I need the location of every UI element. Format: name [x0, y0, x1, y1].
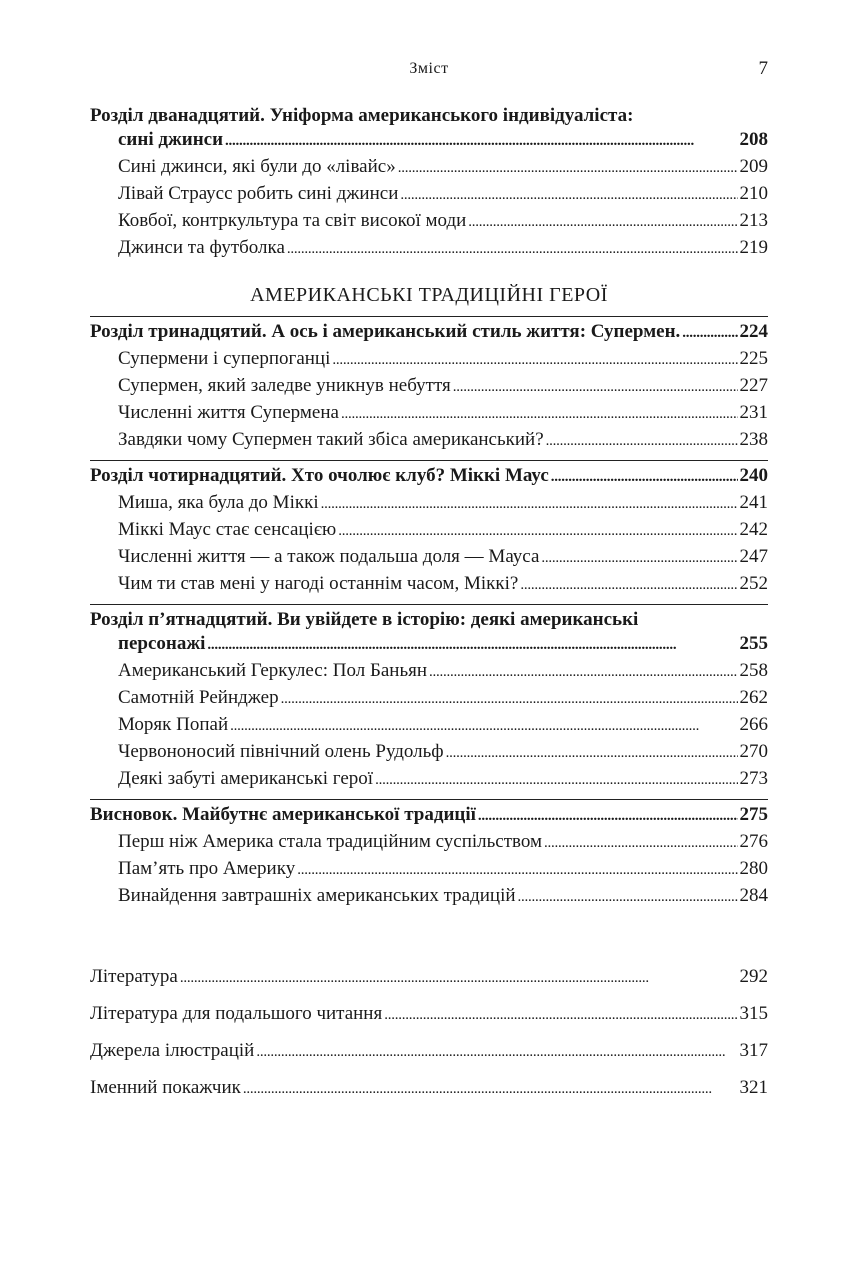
toc-item-label: Джинси та футболка [118, 237, 285, 258]
toc-item-page: 209 [739, 156, 768, 177]
chapter-12-title-cont: сині джинси [118, 129, 224, 150]
leader-dots [256, 1037, 737, 1066]
toc-item-page: 210 [739, 183, 768, 204]
backmatter-page: 321 [739, 1077, 768, 1098]
conclusion-entry [90, 803, 768, 830]
backmatter-page: 292 [739, 966, 768, 987]
toc-item-label: Завдяки чому Супермен такий збіса американський? [118, 429, 544, 450]
toc-item-page: 258 [739, 660, 768, 681]
leader-dots [375, 767, 737, 792]
leader-dots [544, 830, 737, 855]
leader-dots [446, 740, 738, 765]
toc-item-page: 241 [739, 492, 768, 513]
toc-item-label: Самотній Рейнджер [118, 687, 279, 708]
toc-item-page: 227 [739, 375, 768, 396]
toc-item-page: 276 [739, 831, 768, 852]
toc-item-page: 238 [739, 429, 768, 450]
chapter-14-entry [90, 464, 768, 491]
toc-item [90, 236, 768, 263]
page-number: 7 [758, 58, 768, 79]
toc-item [90, 767, 768, 794]
toc-item [90, 884, 768, 911]
backmatter-item [90, 1037, 768, 1074]
chapter-13 [90, 316, 768, 455]
leader-dots [207, 632, 737, 657]
toc-item [90, 545, 768, 572]
toc-item-label: Пам’ять про Америку [118, 858, 296, 879]
toc-item-label: Численні життя Супермена [118, 402, 339, 423]
leader-dots [321, 491, 738, 516]
toc-item [90, 518, 768, 545]
toc-item-label: Червононосий північний олень Рудольф [118, 741, 444, 762]
chapter-13-page: 224 [739, 321, 768, 342]
toc-item [90, 347, 768, 374]
toc-item-label: Лівай Страусс робить сині джинси [118, 183, 399, 204]
part-title: АМЕРИКАНСЬКІ ТРАДИЦІЙНІ ГЕРОЇ [250, 284, 608, 306]
leader-dots [546, 428, 738, 453]
running-head [90, 60, 768, 84]
running-title: Зміст [409, 60, 449, 77]
toc-item-page: 242 [739, 519, 768, 540]
conclusion [90, 799, 768, 911]
chapter-13-entry [90, 320, 768, 347]
leader-dots [478, 803, 738, 828]
toc-item [90, 401, 768, 428]
chapter-15-entry [90, 632, 768, 659]
toc-item-label: Миша, яка була до Міккі [118, 492, 319, 513]
toc-item-label: Супермен, який заледве уникнув небуття [118, 375, 451, 396]
backmatter-label: Іменний покажчик [90, 1077, 241, 1098]
chapter-14-page: 240 [739, 465, 768, 486]
chapter-14-title: Розділ чотирнадцятий. Хто очолює клуб? Міккі Маус [90, 465, 549, 486]
toc-item [90, 182, 768, 209]
toc-item-label: Міккі Маус стає сенсацією [118, 519, 337, 540]
leader-dots [180, 963, 738, 992]
chapter-12 [90, 104, 768, 263]
toc-item [90, 686, 768, 713]
toc-item-page: 273 [739, 768, 768, 789]
leader-dots [341, 401, 738, 426]
toc-item-page: 225 [739, 348, 768, 369]
toc-item-label: Ковбої, контркультура та світ високої моди [118, 210, 467, 231]
toc-item [90, 830, 768, 857]
toc-item [90, 209, 768, 236]
toc-item [90, 374, 768, 401]
chapter-13-title: Розділ тринадцятий. А ось і американський стиль життя: Супермен. [90, 321, 681, 342]
toc-item-label: Супермени і суперпоганці [118, 348, 331, 369]
leader-dots [429, 659, 737, 684]
chapter-15-title: Розділ п’ятнадцятий. Ви увійдете в історію: деякі американські [90, 609, 639, 630]
backmatter-item [90, 963, 768, 1000]
conclusion-title: Висновок. Майбутнє американської традиції [90, 804, 476, 825]
toc-item [90, 659, 768, 686]
toc-item-page: 219 [739, 237, 768, 258]
leader-dots [287, 236, 738, 261]
toc-item [90, 572, 768, 599]
toc-item-label: Американський Геркулес: Пол Баньян [118, 660, 428, 681]
toc-item-page: 262 [739, 687, 768, 708]
conclusion-page: 275 [739, 804, 768, 825]
leader-dots [551, 464, 738, 489]
toc-item-page: 280 [739, 858, 768, 879]
chapter-15-title-cont: персонажі [118, 633, 206, 654]
leader-dots [332, 347, 737, 372]
toc-item-page: 284 [739, 885, 768, 906]
backmatter-item [90, 1000, 768, 1037]
leader-dots [453, 374, 738, 399]
backmatter-label: Література для подальшого читання [90, 1003, 383, 1024]
backmatter [90, 963, 768, 1111]
toc-item-label: Чим ти став мені у нагоді останнім часом, Міккі? [118, 573, 519, 594]
toc-item-label: Винайдення завтрашніх американських традицій [118, 885, 516, 906]
leader-dots [682, 320, 737, 345]
leader-dots [338, 518, 737, 543]
toc-item-page: 270 [739, 741, 768, 762]
leader-dots [518, 884, 738, 909]
toc-item-page: 247 [739, 546, 768, 567]
leader-dots [281, 686, 738, 711]
chapter-15-page: 255 [739, 633, 768, 654]
toc-item-label: Численні життя — а також подальша доля — Мауса [118, 546, 540, 567]
toc-item-page: 213 [739, 210, 768, 231]
toc-item-page: 252 [739, 573, 768, 594]
toc-item [90, 428, 768, 455]
leader-dots [398, 155, 738, 180]
leader-dots [541, 545, 737, 570]
leader-dots [384, 1000, 737, 1029]
chapter-12-title: Розділ дванадцятий. Уніформа американського індивідуаліста: [90, 105, 634, 126]
leader-dots [468, 209, 737, 234]
table-of-contents [90, 104, 768, 1111]
toc-item [90, 857, 768, 884]
leader-dots [400, 182, 737, 207]
toc-item-label: Сині джинси, які були до «лівайс» [118, 156, 396, 177]
toc-item [90, 740, 768, 767]
backmatter-page: 315 [739, 1003, 768, 1024]
backmatter-page: 317 [739, 1040, 768, 1061]
chapter-14 [90, 460, 768, 599]
chapter-12-entry [90, 128, 768, 155]
toc-item [90, 713, 768, 740]
leader-dots [297, 857, 737, 882]
toc-item-page: 266 [739, 714, 768, 735]
chapter-12-page: 208 [739, 129, 768, 150]
backmatter-label: Література [90, 966, 178, 987]
chapter-15 [90, 604, 768, 794]
toc-item-label: Перш ніж Америка стала традиційним суспільством [118, 831, 543, 852]
backmatter-item [90, 1074, 768, 1111]
leader-dots [243, 1074, 738, 1103]
toc-item [90, 491, 768, 518]
leader-dots [230, 713, 737, 738]
toc-item [90, 155, 768, 182]
leader-dots [520, 572, 737, 597]
toc-item-label: Моряк Попай [118, 714, 229, 735]
toc-item-page: 231 [739, 402, 768, 423]
backmatter-label: Джерела ілюстрацій [90, 1040, 255, 1061]
leader-dots [225, 128, 737, 153]
toc-item-label: Деякі забуті американські герої [118, 768, 374, 789]
